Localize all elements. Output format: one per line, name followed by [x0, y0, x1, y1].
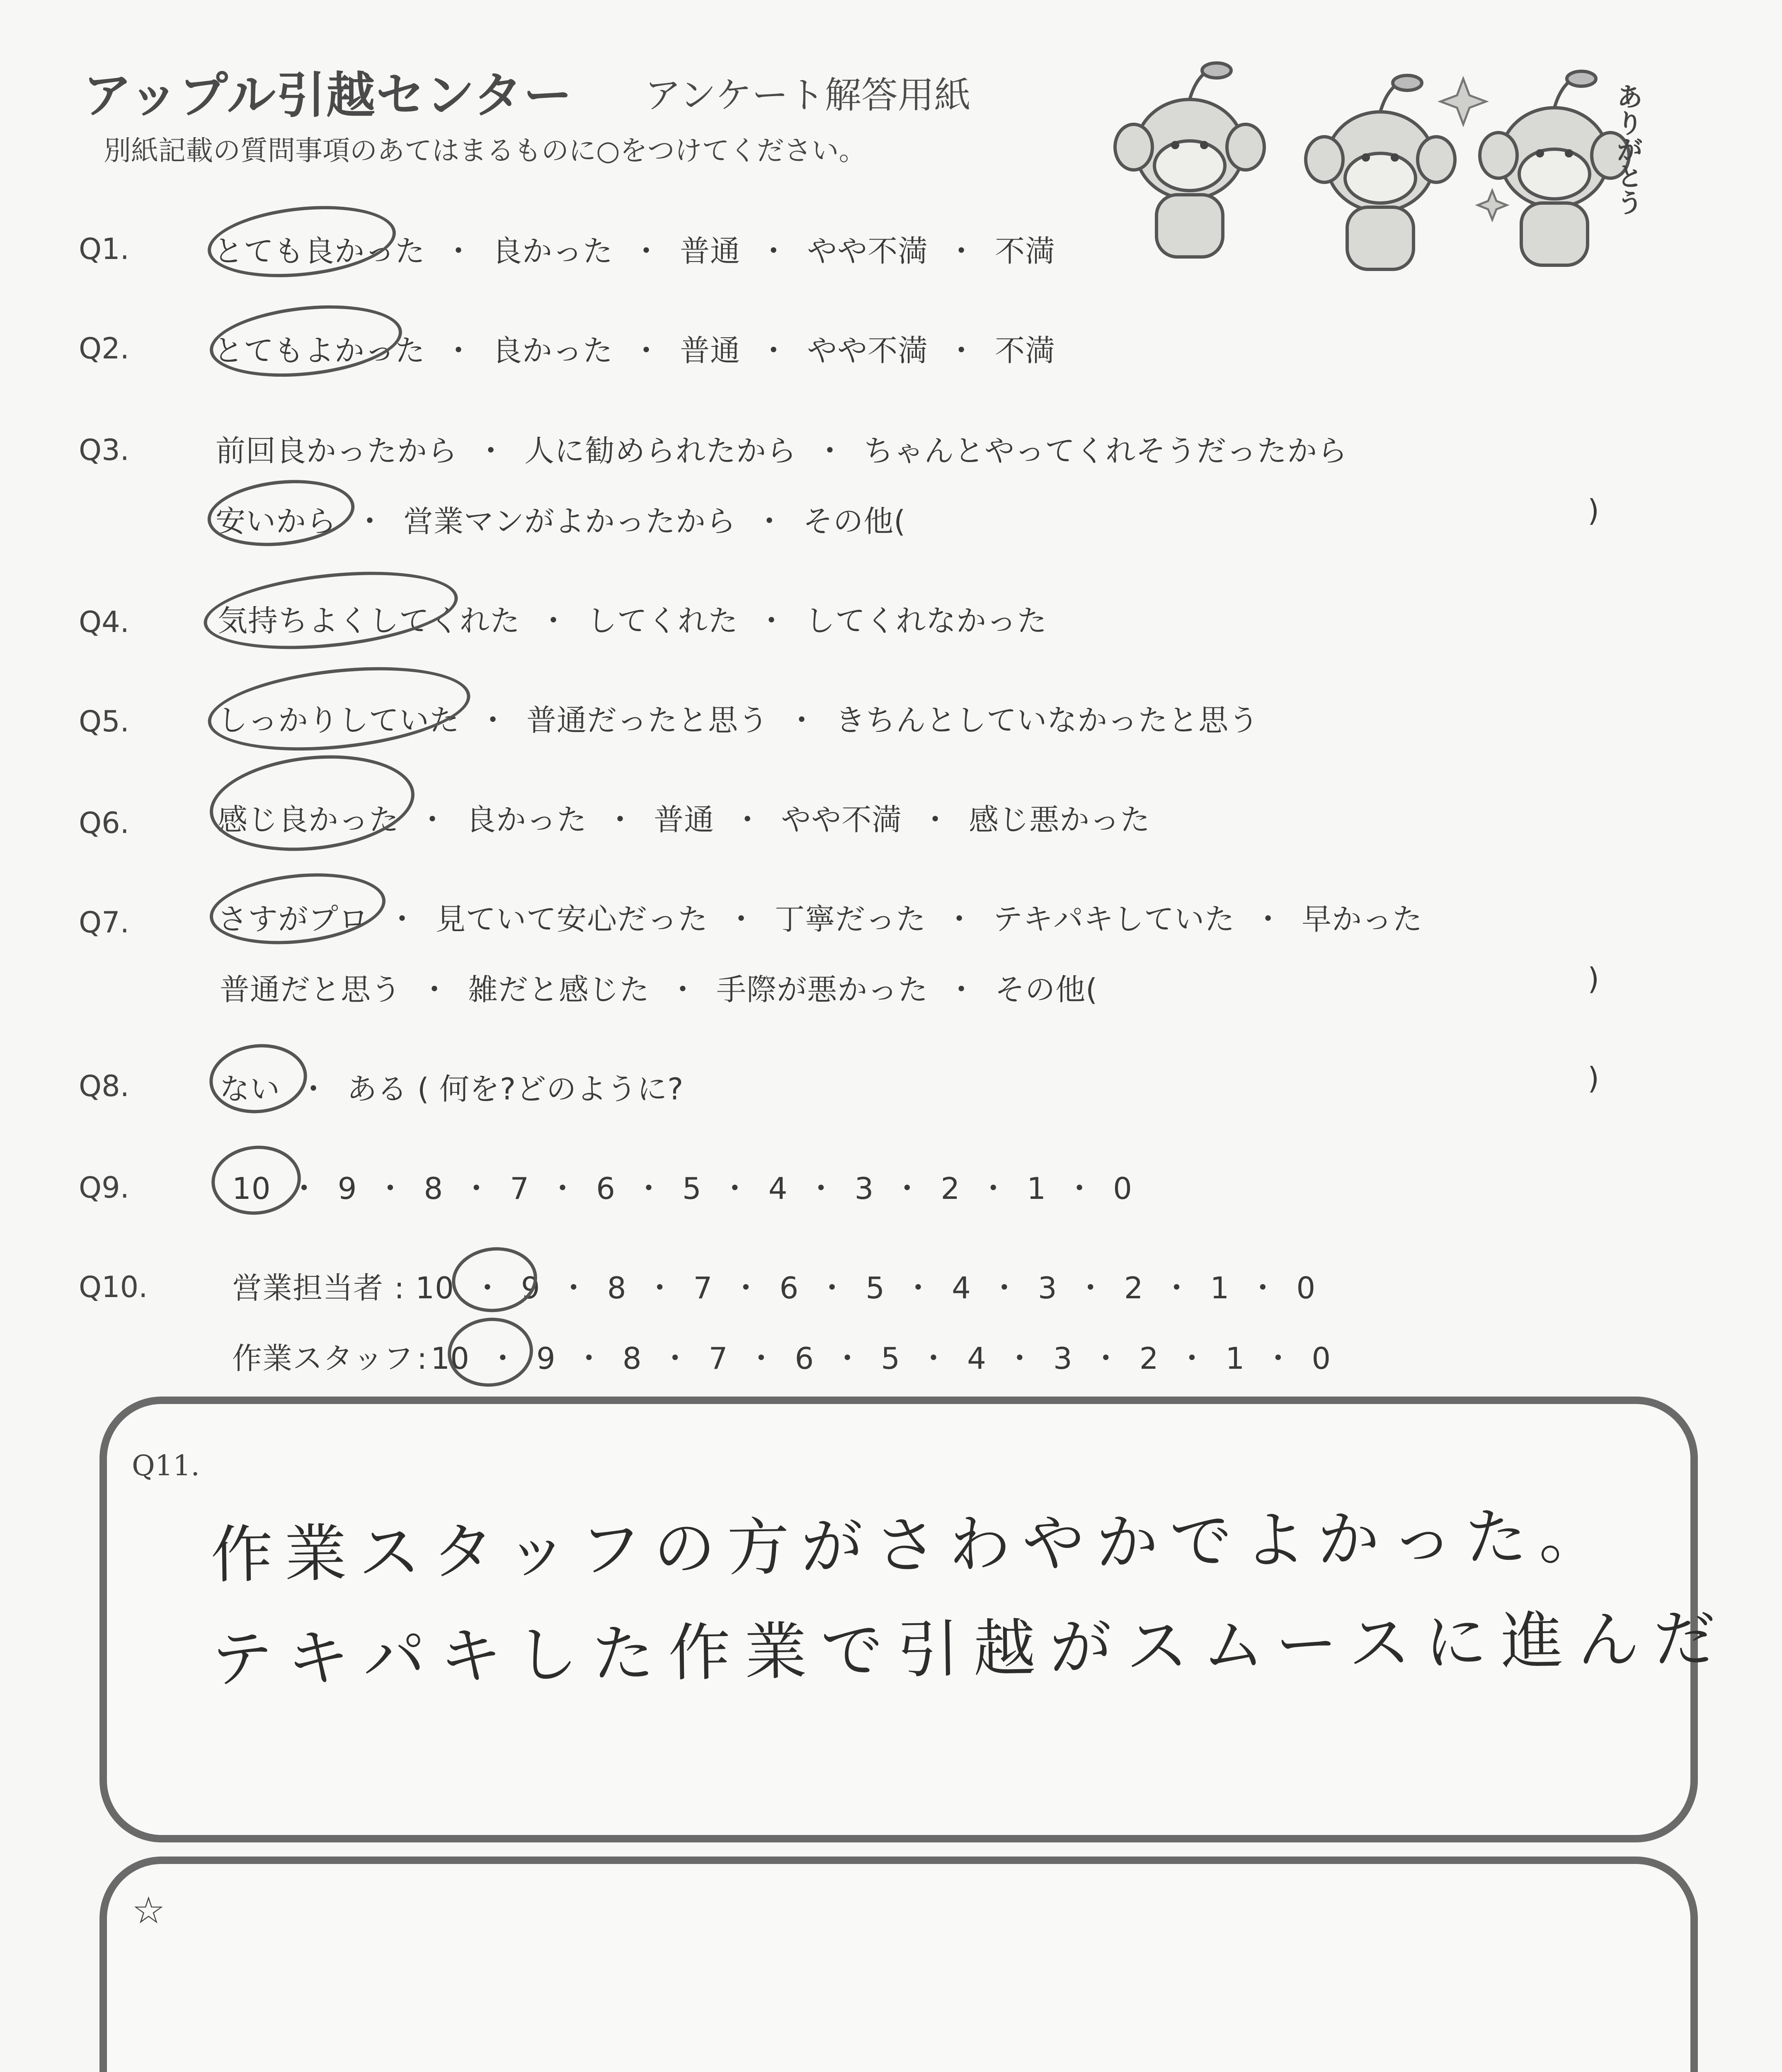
q10-staff-score-6[interactable]: 6 [795, 1341, 815, 1376]
q1-option-4[interactable]: やや不満 [807, 234, 929, 269]
q1-option-1[interactable]: とても良かった [213, 234, 426, 269]
q5-options: しっかりしていた ・ 普通だったと思う ・ きちんとしていなかったと思う [218, 696, 1259, 739]
q4-selection-circle [200, 561, 461, 660]
q1-options: とても良かった ・ 良かった ・ 普通 ・ やや不満 ・ 不満 [213, 227, 1055, 270]
q10-sales-row: 営業担当者 : 10 ・ 9 ・ 8 ・ 7 ・ 6 ・ 5 ・ 4 ・ 3 ・ 2 ・ 1 ・ 0 [232, 1264, 1316, 1307]
q7-option-7[interactable]: 雑だと感じた [468, 972, 650, 1007]
q4-option-1[interactable]: 気持ちよくしてくれた [218, 603, 521, 638]
q10-sales-score-0[interactable]: 0 [1296, 1271, 1316, 1305]
q5-option-1[interactable]: しっかりしていた [218, 703, 460, 738]
monkey-mascots-illustration [1094, 54, 1666, 286]
q9-score-1[interactable]: 1 [1027, 1171, 1047, 1206]
q7-option-5[interactable]: 早かった [1302, 902, 1423, 937]
q10-staff-score-8[interactable]: 8 [622, 1341, 642, 1376]
q8-label: Q8. [79, 1069, 129, 1103]
q10-sales-score-4[interactable]: 4 [952, 1271, 971, 1305]
q4-option-2[interactable]: してくれた [587, 603, 739, 638]
q6-option-4[interactable]: やや不満 [781, 802, 902, 837]
q10-staff-score-2[interactable]: 2 [1139, 1341, 1159, 1376]
q9-score-7[interactable]: 7 [510, 1171, 530, 1206]
q10-sales-score-3[interactable]: 3 [1038, 1271, 1057, 1305]
q5-label: Q5. [79, 704, 129, 738]
q10-staff-score-9[interactable]: 9 [536, 1341, 556, 1376]
q10-staff-score-3[interactable]: 3 [1053, 1341, 1073, 1376]
q7-options-line2: 普通だと思う ・ 雑だと感じた ・ 手際が悪かった ・ その他( [220, 966, 1098, 1009]
form-subtitle: アンケート解答用紙 [645, 74, 971, 116]
q7-label: Q7. [79, 905, 129, 939]
q2-option-5[interactable]: 不満 [995, 333, 1056, 368]
q10-sales-score-2[interactable]: 2 [1124, 1271, 1144, 1305]
q9-score-0[interactable]: 0 [1113, 1171, 1132, 1206]
q7-close-paren: ) [1588, 961, 1600, 996]
q10-staff-colon: : [417, 1341, 428, 1376]
q10-staff-score-5[interactable]: 5 [881, 1341, 901, 1376]
q1-option-2[interactable]: 良かった [492, 234, 613, 269]
q11-label: Q11. [132, 1450, 200, 1482]
q10-sales-score-7[interactable]: 7 [693, 1271, 713, 1305]
q4-label: Q4. [79, 605, 129, 639]
q7-option-4[interactable]: テキパキしていた [993, 902, 1235, 937]
q8-close-paren: ) [1588, 1061, 1600, 1096]
q7-option-3[interactable]: 丁寧だった [775, 902, 926, 937]
q2-option-4[interactable]: やや不満 [807, 333, 929, 368]
q3-label: Q3. [79, 433, 129, 467]
q1-selection-circle [204, 198, 400, 286]
q11-comment-line-2: テキパキした作業で引越がスムースに進んだ [210, 1602, 1731, 1696]
q10-sales-score-8[interactable]: 8 [607, 1271, 627, 1305]
star-icon: ☆ [132, 1889, 165, 1932]
q10-sales-score-5[interactable]: 5 [866, 1271, 885, 1305]
q7-option-6[interactable]: 普通だと思う [220, 972, 402, 1007]
q9-score-6[interactable]: 6 [596, 1171, 616, 1206]
q11-comment-line-1: 作業スタッフの方がさわやかでよかった。 [210, 1500, 1613, 1592]
q3-selection-circle [204, 473, 358, 553]
q10-staff-score-7[interactable]: 7 [708, 1341, 728, 1376]
q6-option-5[interactable]: 感じ悪かった [969, 802, 1151, 837]
q10-sales-score-6[interactable]: 6 [779, 1271, 799, 1305]
q8-options: ない ・ ある ( 何を?どのように? [220, 1065, 684, 1108]
q10-label: Q10. [79, 1270, 148, 1304]
q3-option-3[interactable]: ちゃんとやってくれそうだったから [863, 433, 1348, 468]
q3-options-line2: 安いから ・ 営業マンがよかったから ・ その他( [216, 497, 906, 540]
q9-score-4[interactable]: 4 [768, 1171, 788, 1206]
q7-options-line1: さすがプロ ・ 見ていて安心だった ・ 丁寧だった ・ テキパキしていた ・ 早かった [218, 895, 1423, 938]
q10-staff-label: 作業スタッフ [232, 1341, 414, 1376]
q2-options: とてもよかった ・ 良かった ・ 普通 ・ やや不満 ・ 不満 [213, 327, 1055, 370]
q6-label: Q6. [79, 806, 129, 840]
q2-selection-circle [206, 297, 406, 385]
q9-score-10[interactable]: 10 [232, 1171, 271, 1206]
q5-selection-circle [204, 656, 474, 762]
q9-label: Q9. [79, 1171, 129, 1205]
company-title: アップル引越センター [83, 67, 573, 124]
q10-sales-colon: : [394, 1271, 405, 1305]
q3-option-2[interactable]: 人に勧められたから [524, 433, 797, 468]
q4-option-3[interactable]: してくれなかった [805, 603, 1047, 638]
q11-comment-box[interactable] [99, 1397, 1731, 1842]
q9-score-9[interactable]: 9 [337, 1171, 357, 1206]
q7-selection-circle [206, 865, 389, 952]
q6-selection-circle [205, 746, 419, 861]
q7-option-1[interactable]: さすがプロ [218, 902, 369, 937]
extra-comment-box[interactable] [99, 1857, 1698, 2072]
q9-score-8[interactable]: 8 [424, 1171, 444, 1206]
q3-options-line1: 前回良かったから ・ 人に勧められたから ・ ちゃんとやってくれそうだったから [216, 427, 1348, 470]
q10-staff-score-10[interactable]: 10 [431, 1341, 470, 1376]
q1-option-3[interactable]: 普通 [680, 234, 741, 269]
q3-option-5[interactable]: 営業マンがよかったから [403, 504, 737, 539]
q2-option-1[interactable]: とてもよかった [213, 333, 426, 368]
q9-scale: 10 ・ 9 ・ 8 ・ 7 ・ 6 ・ 5 ・ 4 ・ 3 ・ 2 ・ 1 ・ 0 [232, 1171, 1132, 1206]
q3-option-6[interactable]: その他( [803, 504, 906, 539]
q7-option-2[interactable]: 見ていて安心だった [436, 902, 708, 937]
q10-staff-score-1[interactable]: 1 [1225, 1341, 1245, 1376]
q8-option-1[interactable]: ない [220, 1072, 281, 1106]
q6-option-3[interactable]: 普通 [654, 802, 715, 837]
q8-option-2[interactable]: ある ( 何を?どのように? [347, 1072, 684, 1106]
q5-option-3[interactable]: きちんとしていなかったと思う [835, 703, 1259, 738]
instruction-text: 別紙記載の質問事項のあてはまるものに○をつけてください。 [104, 135, 866, 167]
q7-option-8[interactable]: 手際が悪かった [716, 972, 929, 1007]
q10-sales-score-9[interactable]: 9 [521, 1271, 541, 1305]
q3-option-4[interactable]: 安いから [216, 504, 337, 539]
q2-option-3[interactable]: 普通 [680, 333, 741, 368]
q6-option-2[interactable]: 良かった [466, 802, 587, 837]
q10-sales-label: 営業担当者 [232, 1271, 384, 1305]
q1-label: Q1. [79, 232, 129, 266]
q6-options: 感じ良かった ・ 良かった ・ 普通 ・ やや不満 ・ 感じ悪かった [218, 796, 1150, 839]
q10-sales-score-10[interactable]: 10 [415, 1271, 454, 1305]
q5-option-2[interactable]: 普通だったと思う [526, 703, 769, 738]
q4-options: 気持ちよくしてくれた ・ してくれた ・ してくれなかった [218, 597, 1047, 640]
q3-option-1[interactable]: 前回良かったから [216, 433, 458, 468]
q9-score-3[interactable]: 3 [854, 1171, 874, 1206]
q6-option-1[interactable]: 感じ良かった [218, 802, 400, 837]
q9-score-2[interactable]: 2 [941, 1171, 960, 1206]
q7-option-9[interactable]: その他( [995, 972, 1098, 1007]
q9-score-5[interactable]: 5 [682, 1171, 702, 1206]
q10-staff-selection-circle [444, 1314, 536, 1391]
q10-staff-score-4[interactable]: 4 [967, 1341, 987, 1376]
q1-option-5[interactable]: 不満 [995, 234, 1056, 269]
q2-option-2[interactable]: 良かった [492, 333, 613, 368]
q10-staff-score-0[interactable]: 0 [1312, 1341, 1331, 1376]
q10-staff-row: 作業スタッフ : 10 ・ 9 ・ 8 ・ 7 ・ 6 ・ 5 ・ 4 ・ 3 ・ 2 ・ 1 ・ 0 [232, 1334, 1331, 1377]
q2-label: Q2. [79, 332, 129, 366]
q3-close-paren: ) [1588, 493, 1600, 528]
q10-sales-score-1[interactable]: 1 [1210, 1271, 1230, 1305]
thanks-text: ありがとう [1612, 83, 1643, 215]
